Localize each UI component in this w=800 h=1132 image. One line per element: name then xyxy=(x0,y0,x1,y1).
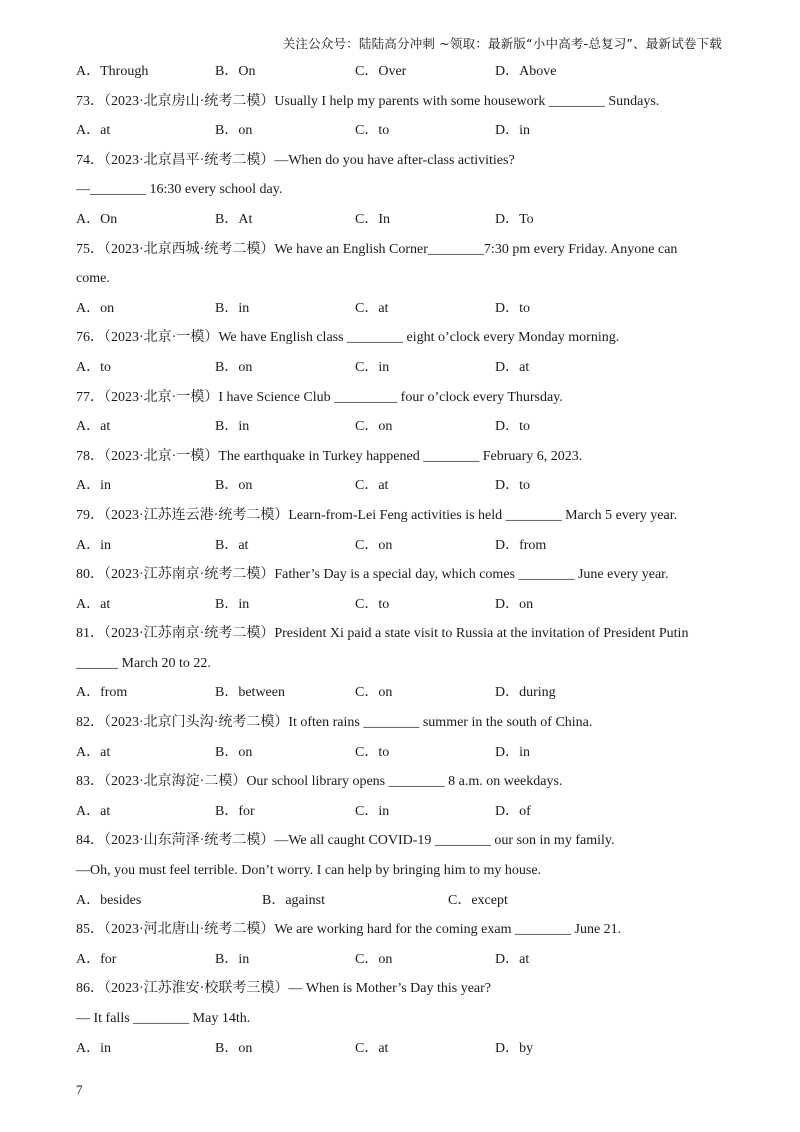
answer-option: D．at xyxy=(495,359,530,375)
question-text-line: 73．（2023·北京房山·统考二模）Usually I help my parents with some housework ________ Sundays. xyxy=(76,93,660,109)
answer-option: A．at xyxy=(76,744,111,760)
answer-option: A．to xyxy=(76,359,111,375)
answer-option: C．in xyxy=(355,803,390,819)
answer-option: C．on xyxy=(355,951,393,967)
answer-options-row xyxy=(76,210,736,240)
answer-options-row xyxy=(76,802,736,832)
answer-option: A．for xyxy=(76,951,117,967)
answer-option: C．Over xyxy=(355,64,407,79)
question-text-line: —Oh, you must feel terrible. Don’t worry. I can help by bringing him to my house. xyxy=(76,863,542,879)
answer-option: B．on xyxy=(215,1040,253,1056)
answer-option: D．to xyxy=(495,419,530,435)
answer-options-row xyxy=(76,891,736,921)
question-text-line: — It falls ________ May 14th. xyxy=(76,1011,251,1026)
answer-options-row xyxy=(76,536,736,566)
answer-option: B．in xyxy=(215,951,250,967)
answer-option: C．at xyxy=(355,478,389,494)
answer-option: B．in xyxy=(215,419,250,435)
question-text-line: 82．（2023·北京门头沟·统考二模）It often rains ________ summer in the south of China. xyxy=(76,715,593,731)
answer-option: C．except xyxy=(448,892,508,908)
question-text-line: 86．（2023·江苏淮安·校联考三模）— When is Mother’s Day this year? xyxy=(76,981,492,997)
answer-option: C．on xyxy=(355,537,393,553)
question-text-line: 81．（2023·江苏南京·统考二模）President Xi paid a state visit to Russia at the invitation of President Putin xyxy=(76,626,689,642)
answer-option: B．on xyxy=(215,478,253,494)
answer-option: B．against xyxy=(262,892,325,908)
answer-options-row xyxy=(76,62,736,92)
question-text-line: 79．（2023·江苏连云港·统考二模）Learn-from-Lei Feng activities is held ________ March 5 every year. xyxy=(76,507,678,523)
answer-option: D．to xyxy=(495,478,530,494)
answer-option: B．for xyxy=(215,803,255,819)
answer-option: B．on xyxy=(215,744,253,760)
answer-option: A．at xyxy=(76,123,111,139)
answer-options-row xyxy=(76,358,736,388)
page-header: 关注公众号：陆陆高分冲刺 ~领取：最新版“小中高考-总复习”、最新试卷下载 xyxy=(282,36,722,51)
answer-option: C．on xyxy=(355,419,393,435)
answer-options-row xyxy=(76,743,736,773)
answer-options-row xyxy=(76,595,736,625)
answer-options-row xyxy=(76,121,736,151)
answer-options-row xyxy=(76,950,736,980)
question-text-line: 85．（2023·河北唐山·统考二模）We are working hard for the coming exam ________ June 21. xyxy=(76,922,622,938)
answer-option: A．from xyxy=(76,685,128,701)
question-text-line: —________ 16:30 every school day. xyxy=(76,182,283,198)
answer-option: D．during xyxy=(495,685,556,701)
question-text-line: ______ March 20 to 22. xyxy=(76,655,211,671)
answer-option: D．from xyxy=(495,537,547,553)
answer-options-row xyxy=(76,1039,736,1069)
answer-option: B．in xyxy=(215,596,250,612)
answer-option: D．on xyxy=(495,596,534,612)
answer-option: A．On xyxy=(76,211,118,227)
answer-option: B．At xyxy=(215,211,253,227)
answer-option: A．besides xyxy=(76,892,142,908)
answer-option: A．in xyxy=(76,478,111,494)
answer-options-row xyxy=(76,417,736,447)
answer-option: A．on xyxy=(76,300,115,316)
answer-option: A．at xyxy=(76,596,111,612)
answer-option: D．to xyxy=(495,300,530,316)
answer-option: A．in xyxy=(76,537,111,553)
question-text-line: 84．（2023·山东菏泽·统考二模）—We all caught COVID-19 ________ our son in my family. xyxy=(76,833,615,849)
answer-option: D．at xyxy=(495,951,530,967)
question-text-line: 78．（2023·北京·一模）The earthquake in Turkey happened ________ February 6, 2023. xyxy=(76,448,583,464)
answer-options-row xyxy=(76,476,736,506)
answer-options-row xyxy=(76,299,736,329)
answer-option: B．at xyxy=(215,537,249,553)
answer-option: A．Through xyxy=(76,64,149,79)
question-text-line: 77．（2023·北京·一模）I have Science Club _________ four o’clock every Thursday. xyxy=(76,389,563,405)
answer-option: C．in xyxy=(355,359,390,375)
answer-option: A．in xyxy=(76,1040,111,1056)
answer-option: D．To xyxy=(495,211,534,227)
answer-option: A．at xyxy=(76,419,111,435)
answer-option: C．In xyxy=(355,211,390,227)
question-text-line: 76．（2023·北京·一模）We have English class ________ eight o’clock every Monday morning. xyxy=(76,330,620,346)
question-text-line: 74．（2023·北京昌平·统考二模）—When do you have after-class activities? xyxy=(76,152,515,168)
answer-option: B．on xyxy=(215,359,253,375)
answer-option: C．to xyxy=(355,123,390,139)
answer-option: C．at xyxy=(355,300,389,316)
question-text-line: come. xyxy=(76,271,110,287)
answer-option: C．on xyxy=(355,685,393,701)
answer-option: C．to xyxy=(355,596,390,612)
question-text-line: 80．（2023·江苏南京·统考二模）Father’s Day is a special day, which comes ________ June every year. xyxy=(76,567,669,583)
question-list xyxy=(76,62,736,1068)
page-number: 7 xyxy=(76,1082,83,1097)
answer-option: B．between xyxy=(215,685,285,701)
answer-option: B．on xyxy=(215,123,253,139)
answer-option: A．at xyxy=(76,803,111,819)
answer-option: C．to xyxy=(355,744,390,760)
answer-option: D．by xyxy=(495,1040,534,1056)
question-text-line: 75．（2023·北京西城·统考二模）We have an English Corner________7:30 pm every Friday. Anyone can xyxy=(76,241,678,257)
answer-options-row xyxy=(76,683,736,713)
answer-option: D．Above xyxy=(495,64,557,79)
answer-option: C．at xyxy=(355,1040,389,1056)
answer-option: B．in xyxy=(215,300,250,316)
answer-option: D．of xyxy=(495,803,531,819)
answer-option: B．On xyxy=(215,64,256,79)
answer-option: D．in xyxy=(495,123,530,139)
question-text-line: 83．（2023·北京海淀·二模）Our school library opens ________ 8 a.m. on weekdays. xyxy=(76,774,563,790)
answer-option: D．in xyxy=(495,744,530,760)
